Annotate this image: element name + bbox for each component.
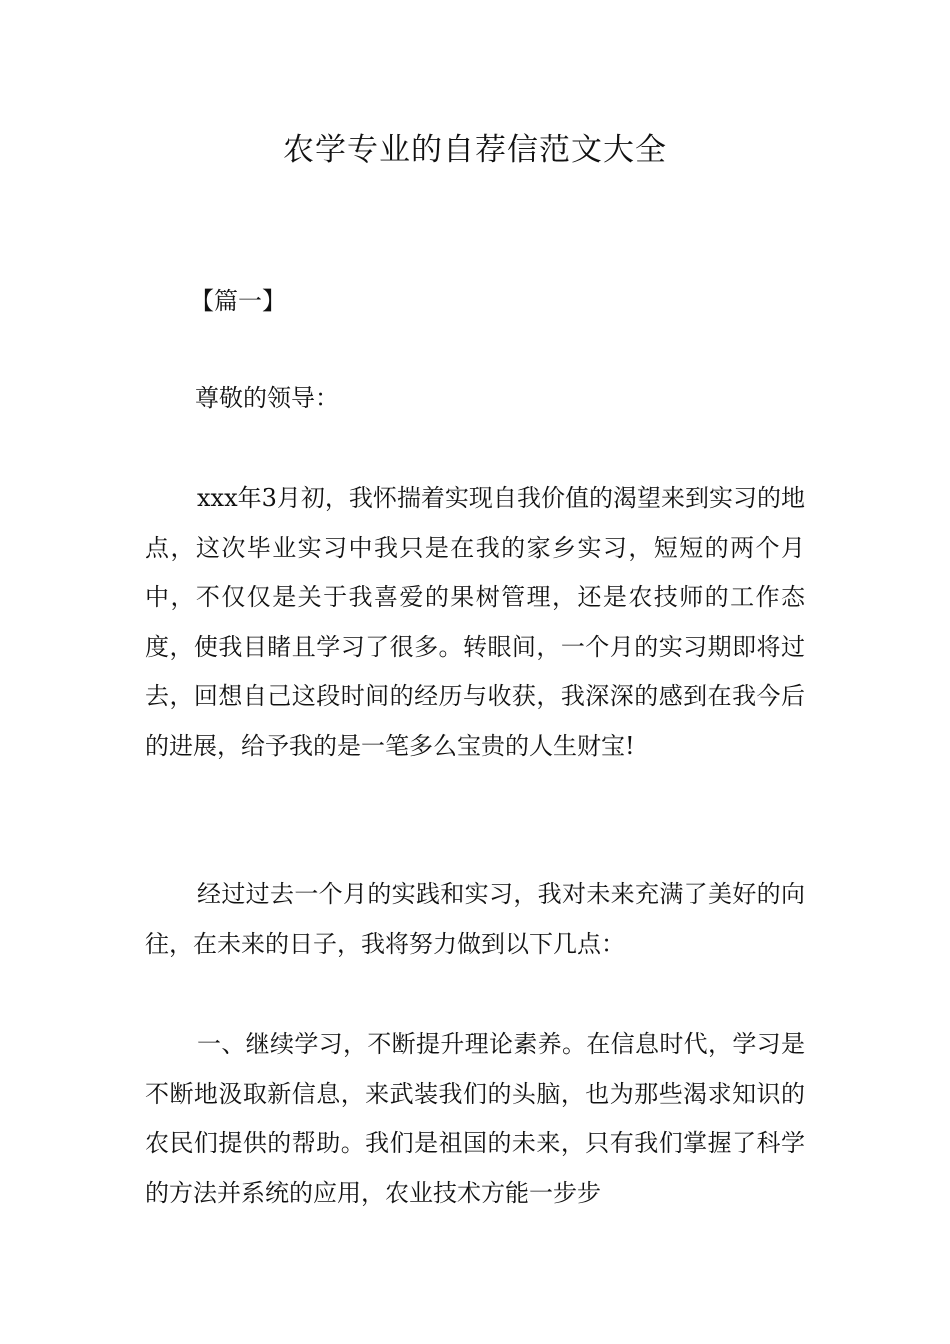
body-paragraph: 一、继续学习，不断提升理论素养。在信息时代，学习是不断地汲取新信息，来武装我们的头脑，也为那些渴求知识的农民们提供的帮助。我们是祖国的未来，只有我们掌握了科学的方法并系统的应用，农业技术方能一步步 (145, 1030, 805, 1207)
body-paragraph: xxx年3月初，我怀揣着实现自我价值的渴望来到实习的地点，这次毕业实习中我只是在我的家乡实习，短短的两个月中，不仅仅是关于我喜爱的果树管理，还是农技师的工作态度，使我目睹且学习了很多。转眼间，一个月的实习期即将过去，回想自己这段时间的经历与收获，我深深的感到在我今后的进展，给予我的是一笔多么宝贵的人生财宝! (145, 484, 805, 760)
document-title: 农学专业的自荐信范文大全 (283, 132, 667, 168)
salutation: 尊敬的领导： (195, 384, 339, 412)
section-label: 【篇一】 (190, 287, 286, 315)
body-paragraph: 经过过去一个月的实践和实习，我对未来充满了美好的向往，在未来的日子，我将努力做到以下几点： (145, 880, 805, 958)
